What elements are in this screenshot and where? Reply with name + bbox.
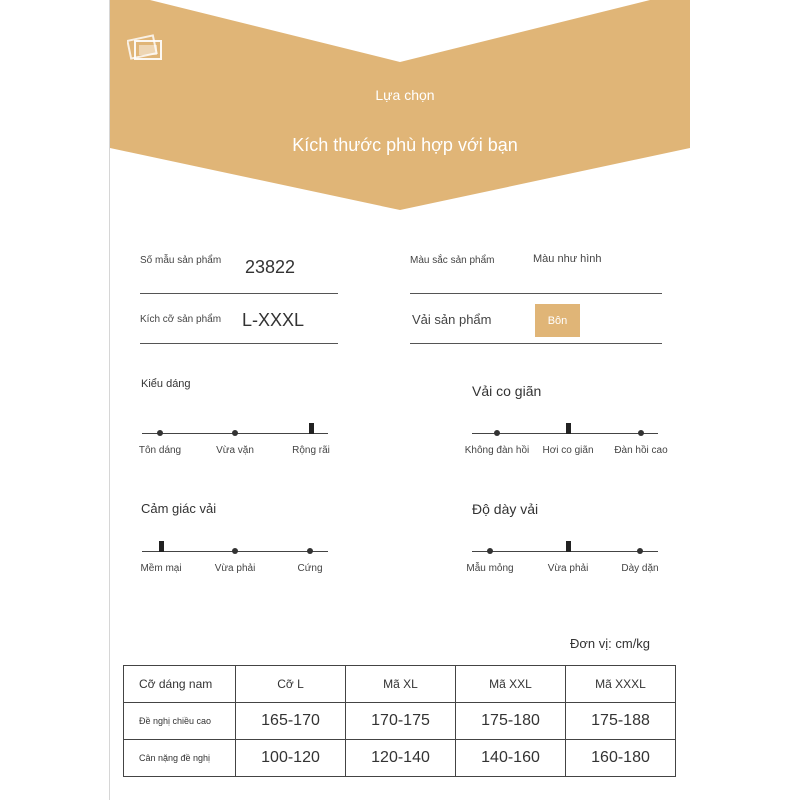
thickness-scale-dot	[637, 548, 643, 554]
color-underline	[410, 293, 662, 294]
fabric-underline	[410, 343, 662, 344]
size-value: L-XXXL	[242, 310, 305, 330]
table-cell: 160-180	[566, 740, 676, 777]
feel-scale-label: Mềm mại	[140, 563, 182, 574]
table-row	[124, 703, 676, 740]
stretch-scale-label: Không đàn hồi	[464, 445, 530, 456]
feel-scale-label: Cứng	[297, 563, 323, 574]
table-cell: 100-120	[236, 740, 346, 777]
fit-selected-marker	[309, 423, 314, 434]
thickness-scale-label: Vừa phải	[547, 563, 589, 574]
fit-scale-label: Rộng rãi	[292, 445, 330, 456]
feel-selected-marker	[159, 541, 164, 552]
fit-scale-label: Tôn dáng	[138, 445, 182, 456]
stretch-scale-label: Đàn hồi cao	[614, 445, 668, 456]
image-icon	[127, 30, 163, 62]
size-underline	[140, 343, 338, 344]
table-cell: 165-170	[236, 703, 346, 740]
size-table	[123, 665, 676, 777]
color-label: Màu sắc sản phẩm	[410, 255, 495, 266]
stretch-scale-label: Hơi co giãn	[542, 445, 594, 456]
fit-scale-label: Vừa vặn	[216, 445, 254, 456]
table-cell: 120-140	[346, 740, 456, 777]
banner-title: Kích thước phù hợp với bạn	[292, 135, 518, 155]
size-label: Kích cỡ sản phẩm	[140, 314, 222, 325]
thickness-title: Độ dày vải	[472, 501, 539, 517]
fit-scale-dot	[232, 430, 238, 436]
thickness-scale-label: Mẫu mỏng	[466, 563, 514, 574]
fit-title: Kiểu dáng	[141, 378, 191, 390]
table-row-label: Đề nghị chiều cao	[124, 703, 236, 740]
feel-scale-label: Vừa phải	[214, 563, 256, 574]
table-header-cell: Mã XXL	[456, 666, 566, 703]
table-header-cell: Cỡ dáng nam	[124, 666, 236, 703]
model-label: Số mẫu sản phẩm	[140, 255, 222, 266]
table-header-cell: Cỡ L	[236, 666, 346, 703]
banner-subtitle: Lựa chọn	[375, 87, 435, 103]
table-row-label: Cân nặng đề nghị	[124, 740, 236, 777]
feel-title: Cảm giác vải	[141, 501, 217, 516]
header-banner	[110, 0, 690, 210]
fit-scale-dot	[157, 430, 163, 436]
stretch-scale-dot	[638, 430, 644, 436]
unit-label: Đơn vị: cm/kg	[570, 636, 651, 651]
stretch-scale-dot	[494, 430, 500, 436]
model-underline	[140, 293, 338, 294]
feel-scale-dot	[232, 548, 238, 554]
thickness-scale-label: Dày dặn	[621, 563, 659, 574]
stretch-selected-marker	[566, 423, 571, 434]
thickness-scale-dot	[487, 548, 493, 554]
table-cell: 175-180	[456, 703, 566, 740]
table-cell: 170-175	[346, 703, 456, 740]
model-value: 23822	[245, 257, 296, 277]
color-value: Màu như hình	[533, 253, 602, 265]
fabric-value-swatch: Bôn	[535, 304, 580, 337]
fabric-label: Vải sản phẩm	[412, 312, 492, 327]
table-row	[124, 740, 676, 777]
table-header-cell: Mã XXXL	[566, 666, 676, 703]
stretch-title: Vải co giãn	[472, 383, 542, 399]
thickness-selected-marker	[566, 541, 571, 552]
table-cell: 175-188	[566, 703, 676, 740]
table-header-row	[124, 666, 676, 703]
table-cell: 140-160	[456, 740, 566, 777]
table-header-cell: Mã XL	[346, 666, 456, 703]
feel-scale-dot	[307, 548, 313, 554]
